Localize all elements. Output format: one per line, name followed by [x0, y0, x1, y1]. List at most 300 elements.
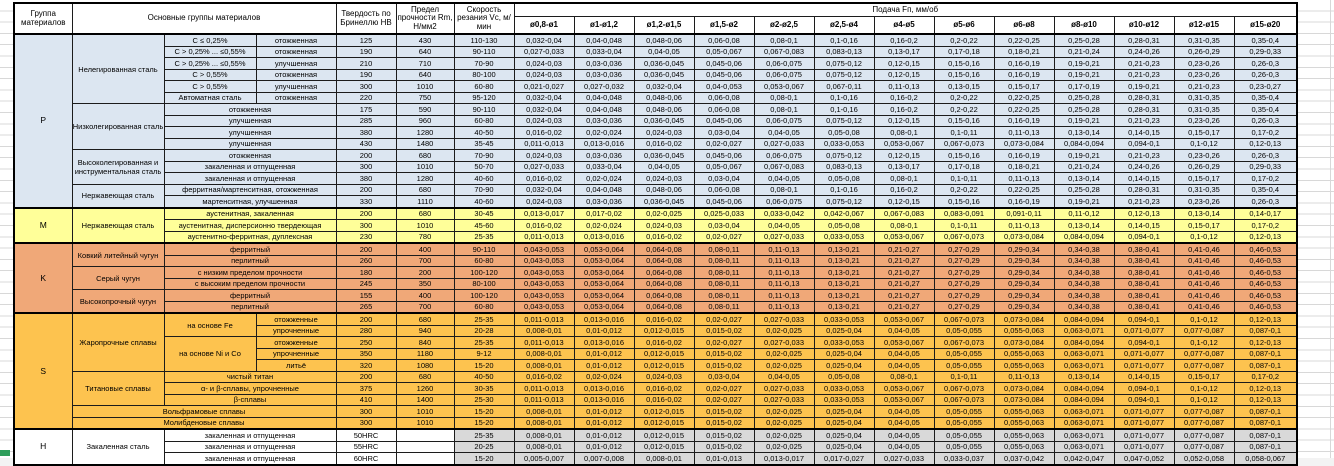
feed-value-cell[interactable]: 0,015-0,02	[694, 325, 754, 337]
feed-value-cell[interactable]: 0,016-0,02	[634, 138, 694, 150]
feed-value-cell[interactable]: 0,084-0,094	[1054, 231, 1114, 243]
feed-value-cell[interactable]: 0,31-0,35	[1174, 104, 1234, 116]
feed-value-cell[interactable]: 0,12-0,15	[874, 115, 934, 127]
feed-value-cell[interactable]: 0,016-0,02	[634, 231, 694, 243]
feed-value-cell[interactable]: 0,02-0,027	[694, 337, 754, 349]
feed-value-cell[interactable]: 0,16-0,2	[874, 104, 934, 116]
feed-value-cell[interactable]: 0,027-0,033	[514, 161, 574, 173]
feed-value-cell[interactable]: 0,17-0,2	[1234, 220, 1297, 232]
feed-value-cell[interactable]: 0,01-0,012	[574, 325, 634, 337]
feed-value-cell[interactable]: 0,063-0,071	[1054, 348, 1114, 360]
feed-value-cell[interactable]: 0,025-0,033	[694, 208, 754, 220]
feed-value-cell[interactable]: 0,067-0,073	[934, 383, 994, 395]
strength-rm-cell[interactable]: 680	[396, 371, 454, 383]
header-feed-range[interactable]: ø6-ø8	[994, 17, 1054, 35]
feed-value-cell[interactable]: 0,11-0,13	[754, 278, 814, 290]
feed-value-cell[interactable]: 0,033-0,053	[814, 313, 874, 325]
feed-value-cell[interactable]: 0,29-0,34	[994, 267, 1054, 279]
feed-value-cell[interactable]: 0,38-0,41	[1114, 301, 1174, 313]
feed-value-cell[interactable]: 0,38-0,41	[1114, 255, 1174, 267]
feed-value-cell[interactable]: 0,02-0,025	[754, 325, 814, 337]
material-subgroup-cell[interactable]: аустенитная, дисперсионно твердеющая	[164, 220, 336, 232]
feed-value-cell[interactable]: 0,21-0,24	[1054, 46, 1114, 58]
feed-value-cell[interactable]: 0,047-0,052	[1114, 453, 1174, 465]
feed-value-cell[interactable]: 0,29-0,34	[994, 278, 1054, 290]
feed-value-cell[interactable]: 0,21-0,27	[874, 301, 934, 313]
feed-value-cell[interactable]: 0,27-0,29	[934, 255, 994, 267]
feed-value-cell[interactable]: 0,05-0,08	[814, 220, 874, 232]
material-subgroup-cell[interactable]: β-сплавы	[164, 394, 336, 406]
feed-value-cell[interactable]: 0,073-0,084	[994, 231, 1054, 243]
feed-value-cell[interactable]: 0,21-0,27	[874, 243, 934, 255]
material-subgroup-cell[interactable]: улучшенная	[164, 138, 336, 150]
feed-value-cell[interactable]: 0,048-0,06	[634, 184, 694, 196]
cutting-speed-cell[interactable]: 40-60	[454, 196, 514, 208]
feed-value-cell[interactable]: 0,27-0,29	[934, 267, 994, 279]
hardness-hb-cell[interactable]: 200	[336, 243, 396, 255]
feed-value-cell[interactable]: 0,23-0,26	[1174, 58, 1234, 70]
material-condition-cell[interactable]: упрочненные	[256, 325, 336, 337]
feed-value-cell[interactable]: 0,052-0,058	[1174, 453, 1234, 465]
hardness-hb-cell[interactable]: 300	[336, 161, 396, 173]
cutting-speed-cell[interactable]: 35-45	[454, 138, 514, 150]
feed-value-cell[interactable]: 0,075-0,12	[814, 150, 874, 162]
feed-value-cell[interactable]: 0,067-0,073	[934, 231, 994, 243]
feed-value-cell[interactable]: 0,14-0,15	[1114, 127, 1174, 139]
strength-rm-cell[interactable]: 960	[396, 115, 454, 127]
feed-value-cell[interactable]: 0,13-0,14	[1054, 173, 1114, 185]
feed-value-cell[interactable]: 0,11-0,13	[754, 301, 814, 313]
feed-value-cell[interactable]: 0,055-0,063	[994, 325, 1054, 337]
feed-value-cell[interactable]: 0,06-0,075	[754, 69, 814, 81]
feed-value-cell[interactable]: 0,01-0,012	[574, 429, 634, 441]
feed-value-cell[interactable]: 0,013-0,016	[574, 231, 634, 243]
feed-value-cell[interactable]: 0,011-0,013	[514, 337, 574, 349]
feed-value-cell[interactable]: 0,06-0,075	[754, 196, 814, 208]
feed-value-cell[interactable]: 0,01-0,012	[574, 417, 634, 429]
feed-value-cell[interactable]: 0,01-0,012	[574, 348, 634, 360]
feed-value-cell[interactable]: 0,19-0,21	[1054, 150, 1114, 162]
feed-value-cell[interactable]: 0,02-0,024	[574, 127, 634, 139]
material-condition-cell[interactable]: отожженные	[256, 313, 336, 325]
feed-value-cell[interactable]: 0,1-0,12	[1174, 383, 1234, 395]
feed-value-cell[interactable]: 0,053-0,067	[874, 394, 934, 406]
feed-value-cell[interactable]: 0,29-0,33	[1234, 46, 1297, 58]
feed-value-cell[interactable]: 0,13-0,21	[814, 301, 874, 313]
feed-value-cell[interactable]: 0,053-0,064	[574, 301, 634, 313]
feed-value-cell[interactable]: 0,084-0,094	[1054, 394, 1114, 406]
strength-rm-cell[interactable]: 700	[396, 255, 454, 267]
header-feed-range[interactable]: ø15-ø20	[1234, 17, 1297, 35]
feed-value-cell[interactable]: 0,064-0,08	[634, 243, 694, 255]
feed-value-cell[interactable]: 0,033-0,053	[814, 337, 874, 349]
material-subgroup-cell[interactable]: улучшенная	[164, 127, 336, 139]
feed-value-cell[interactable]: 0,1-0,11	[934, 127, 994, 139]
feed-value-cell[interactable]: 0,26-0,29	[1174, 46, 1234, 58]
feed-value-cell[interactable]: 0,35-0,4	[1234, 184, 1297, 196]
header-feed-range[interactable]: ø4-ø5	[874, 17, 934, 35]
feed-value-cell[interactable]: 0,12-0,13	[1234, 394, 1297, 406]
cutting-speed-cell[interactable]: 25-35	[454, 337, 514, 349]
feed-value-cell[interactable]: 0,46-0,53	[1234, 267, 1297, 279]
feed-value-cell[interactable]: 0,011-0,013	[514, 313, 574, 325]
feed-value-cell[interactable]: 0,14-0,17	[1234, 208, 1297, 220]
header-feed-range[interactable]: ø12-ø15	[1174, 17, 1234, 35]
feed-value-cell[interactable]: 0,24-0,26	[1114, 46, 1174, 58]
feed-value-cell[interactable]: 0,05-0,055	[934, 429, 994, 441]
feed-value-cell[interactable]: 0,08-0,1	[874, 127, 934, 139]
feed-value-cell[interactable]: 0,032-0,04	[514, 34, 574, 46]
cutting-speed-cell[interactable]: 95-120	[454, 92, 514, 104]
feed-value-cell[interactable]: 0,1-0,11	[934, 371, 994, 383]
feed-value-cell[interactable]: 0,064-0,08	[634, 301, 694, 313]
header-feed[interactable]: Подача Fп, мм/об	[514, 3, 1297, 17]
feed-value-cell[interactable]: 0,46-0,53	[1234, 255, 1297, 267]
strength-rm-cell[interactable]: 780	[396, 231, 454, 243]
material-subgroup-cell[interactable]: чистый титан	[164, 371, 336, 383]
feed-value-cell[interactable]: 0,08-0,1	[754, 184, 814, 196]
feed-value-cell[interactable]: 0,013-0,016	[574, 313, 634, 325]
feed-value-cell[interactable]: 0,008-0,01	[514, 360, 574, 372]
feed-value-cell[interactable]: 0,19-0,21	[1114, 81, 1174, 93]
feed-value-cell[interactable]: 0,38-0,41	[1114, 278, 1174, 290]
feed-value-cell[interactable]: 0,05-0,055	[934, 348, 994, 360]
feed-value-cell[interactable]: 0,024-0,03	[634, 220, 694, 232]
feed-value-cell[interactable]: 0,077-0,087	[1174, 360, 1234, 372]
feed-value-cell[interactable]: 0,032-0,04	[514, 92, 574, 104]
feed-value-cell[interactable]: 0,027-0,033	[754, 383, 814, 395]
header-brinell-hardness[interactable]: Твердость по Бринеллю HB	[336, 3, 396, 34]
cutting-speed-cell[interactable]: 60-80	[454, 115, 514, 127]
feed-value-cell[interactable]: 0,29-0,34	[994, 243, 1054, 255]
feed-value-cell[interactable]: 0,053-0,064	[574, 267, 634, 279]
feed-value-cell[interactable]: 0,34-0,38	[1054, 301, 1114, 313]
feed-value-cell[interactable]: 0,077-0,087	[1174, 429, 1234, 441]
material-family-cell[interactable]: Титановые сплавы	[72, 371, 164, 406]
feed-value-cell[interactable]: 0,013-0,016	[574, 394, 634, 406]
material-family-cell[interactable]: Закаленная сталь	[72, 429, 164, 465]
cutting-speed-cell[interactable]: 30-45	[454, 208, 514, 220]
strength-rm-cell[interactable]: 400	[396, 290, 454, 302]
feed-value-cell[interactable]: 0,084-0,094	[1054, 383, 1114, 395]
feed-value-cell[interactable]: 0,34-0,38	[1054, 255, 1114, 267]
material-subgroup-cell[interactable]: с высоким пределом прочности	[164, 278, 336, 290]
feed-value-cell[interactable]: 0,04-0,05	[634, 161, 694, 173]
feed-value-cell[interactable]: 0,077-0,087	[1174, 325, 1234, 337]
feed-value-cell[interactable]: 0,03-0,04	[694, 173, 754, 185]
feed-value-cell[interactable]: 0,027-0,033	[874, 453, 934, 465]
feed-value-cell[interactable]: 0,35-0,4	[1234, 104, 1297, 116]
feed-value-cell[interactable]: 0,29-0,34	[994, 255, 1054, 267]
material-family-cell[interactable]: Вольфрамовые сплавы	[72, 406, 336, 418]
feed-value-cell[interactable]: 0,045-0,06	[694, 150, 754, 162]
feed-value-cell[interactable]: 0,037-0,042	[994, 453, 1054, 465]
hardness-hb-cell[interactable]: 60HRC	[336, 453, 396, 465]
material-subgroup-cell[interactable]: закаленная и отпущенная	[164, 161, 336, 173]
feed-value-cell[interactable]: 0,11-0,12	[1054, 208, 1114, 220]
group-letter-cell[interactable]: K	[14, 243, 72, 313]
feed-value-cell[interactable]: 0,04-0,05	[754, 220, 814, 232]
feed-value-cell[interactable]: 0,067-0,073	[934, 313, 994, 325]
material-family-cell[interactable]: Нержавеющая сталь	[72, 184, 164, 208]
feed-value-cell[interactable]: 0,008-0,01	[514, 406, 574, 418]
feed-value-cell[interactable]: 0,027-0,033	[754, 337, 814, 349]
feed-value-cell[interactable]: 0,094-0,1	[1114, 337, 1174, 349]
material-family-cell[interactable]: Нержавеющая сталь	[72, 208, 164, 244]
feed-value-cell[interactable]: 0,1-0,16	[814, 92, 874, 104]
feed-value-cell[interactable]: 0,46-0,53	[1234, 301, 1297, 313]
strength-rm-cell[interactable]: 1180	[396, 348, 454, 360]
feed-value-cell[interactable]: 0,06-0,075	[754, 150, 814, 162]
material-condition-cell[interactable]: отожженная	[256, 46, 336, 58]
material-subgroup-cell[interactable]: ферритная/мартенситная, отожженная	[164, 184, 336, 196]
feed-value-cell[interactable]: 0,12-0,13	[1234, 231, 1297, 243]
material-subgroup-cell[interactable]: перлитный	[164, 301, 336, 313]
feed-value-cell[interactable]: 0,013-0,017	[514, 208, 574, 220]
feed-value-cell[interactable]: 0,19-0,21	[1054, 115, 1114, 127]
cutting-speed-cell[interactable]: 25-35	[454, 429, 514, 441]
material-family-cell[interactable]: Молибденовые сплавы	[72, 417, 336, 429]
feed-value-cell[interactable]: 0,016-0,02	[514, 371, 574, 383]
feed-value-cell[interactable]: 0,38-0,41	[1114, 267, 1174, 279]
feed-value-cell[interactable]: 0,21-0,27	[874, 290, 934, 302]
feed-value-cell[interactable]: 0,21-0,27	[874, 267, 934, 279]
feed-value-cell[interactable]: 0,04-0,048	[574, 184, 634, 196]
hardness-hb-cell[interactable]: 180	[336, 267, 396, 279]
material-subgroup-cell[interactable]: ферритный	[164, 243, 336, 255]
feed-value-cell[interactable]: 0,027-0,033	[754, 138, 814, 150]
feed-value-cell[interactable]: 0,04-0,05	[874, 348, 934, 360]
group-letter-cell[interactable]: S	[14, 313, 72, 429]
feed-value-cell[interactable]: 0,011-0,013	[514, 383, 574, 395]
feed-value-cell[interactable]: 0,04-0,05	[874, 325, 934, 337]
hardness-hb-cell[interactable]: 300	[336, 406, 396, 418]
feed-value-cell[interactable]: 0,027-0,033	[514, 46, 574, 58]
material-family-cell[interactable]: Жаропрочные сплавы	[72, 313, 164, 371]
feed-value-cell[interactable]: 0,13-0,21	[814, 290, 874, 302]
feed-value-cell[interactable]: 0,027-0,033	[754, 394, 814, 406]
feed-value-cell[interactable]: 0,03-0,036	[574, 196, 634, 208]
strength-rm-cell[interactable]: 1010	[396, 406, 454, 418]
feed-value-cell[interactable]: 0,075-0,12	[814, 69, 874, 81]
hardness-hb-cell[interactable]: 330	[336, 196, 396, 208]
feed-value-cell[interactable]: 0,015-0,02	[694, 406, 754, 418]
feed-value-cell[interactable]: 0,012-0,015	[634, 429, 694, 441]
feed-value-cell[interactable]: 0,087-0,1	[1234, 417, 1297, 429]
strength-rm-cell[interactable]: 1110	[396, 196, 454, 208]
cutting-speed-cell[interactable]: 15-20	[454, 406, 514, 418]
cutting-speed-cell[interactable]: 70-90	[454, 58, 514, 70]
feed-value-cell[interactable]: 0,063-0,071	[1054, 325, 1114, 337]
feed-value-cell[interactable]: 0,15-0,17	[1174, 220, 1234, 232]
feed-value-cell[interactable]: 0,033-0,053	[814, 394, 874, 406]
feed-value-cell[interactable]: 0,12-0,13	[1234, 138, 1297, 150]
feed-value-cell[interactable]: 0,08-0,11	[694, 267, 754, 279]
feed-value-cell[interactable]: 0,13-0,17	[874, 161, 934, 173]
feed-value-cell[interactable]: 0,05-0,08	[814, 173, 874, 185]
feed-value-cell[interactable]: 0,16-0,2	[874, 34, 934, 46]
feed-value-cell[interactable]: 0,15-0,16	[934, 115, 994, 127]
feed-value-cell[interactable]: 0,067-0,073	[934, 337, 994, 349]
feed-value-cell[interactable]: 0,015-0,02	[694, 417, 754, 429]
feed-value-cell[interactable]: 0,17-0,2	[1234, 371, 1297, 383]
feed-value-cell[interactable]: 0,012-0,015	[634, 417, 694, 429]
feed-value-cell[interactable]: 0,064-0,08	[634, 267, 694, 279]
feed-value-cell[interactable]: 0,16-0,19	[994, 115, 1054, 127]
strength-rm-cell[interactable]: 350	[396, 278, 454, 290]
material-subgroup-cell[interactable]: C > 0,55%	[164, 69, 256, 81]
feed-value-cell[interactable]: 0,21-0,24	[1054, 161, 1114, 173]
feed-value-cell[interactable]: 0,04-0,05	[874, 406, 934, 418]
material-condition-cell[interactable]: литьё	[256, 360, 336, 372]
feed-value-cell[interactable]: 0,1-0,16	[814, 104, 874, 116]
feed-value-cell[interactable]: 0,35-0,4	[1234, 34, 1297, 46]
cutting-speed-cell[interactable]: 70-90	[454, 150, 514, 162]
hardness-hb-cell[interactable]: 210	[336, 58, 396, 70]
feed-value-cell[interactable]: 0,02-0,025	[754, 429, 814, 441]
header-feed-range[interactable]: ø10-ø12	[1114, 17, 1174, 35]
material-subgroup-cell[interactable]: α- и β-сплавы, упрочненные	[164, 383, 336, 395]
feed-value-cell[interactable]: 0,02-0,027	[694, 383, 754, 395]
feed-value-cell[interactable]: 0,12-0,15	[874, 69, 934, 81]
strength-rm-cell[interactable]: 1010	[396, 161, 454, 173]
feed-value-cell[interactable]: 0,19-0,21	[1054, 58, 1114, 70]
strength-rm-cell[interactable]: 700	[396, 301, 454, 313]
strength-rm-cell[interactable]: 680	[396, 184, 454, 196]
strength-rm-cell[interactable]: 680	[396, 313, 454, 325]
feed-value-cell[interactable]: 0,077-0,087	[1174, 406, 1234, 418]
feed-value-cell[interactable]: 0,17-0,18	[934, 161, 994, 173]
strength-rm-cell[interactable]: 710	[396, 58, 454, 70]
feed-value-cell[interactable]: 0,27-0,29	[934, 301, 994, 313]
feed-value-cell[interactable]: 0,35-0,4	[1234, 92, 1297, 104]
material-subgroup-cell[interactable]: C > 0,25% ... ≤0,55%	[164, 46, 256, 58]
feed-value-cell[interactable]: 0,008-0,01	[514, 325, 574, 337]
feed-value-cell[interactable]: 0,053-0,067	[874, 231, 934, 243]
hardness-hb-cell[interactable]: 175	[336, 104, 396, 116]
hardness-hb-cell[interactable]: 200	[336, 184, 396, 196]
feed-value-cell[interactable]: 0,2-0,22	[934, 184, 994, 196]
cutting-speed-cell[interactable]: 100-120	[454, 267, 514, 279]
feed-value-cell[interactable]: 0,22-0,25	[994, 34, 1054, 46]
feed-value-cell[interactable]: 0,15-0,17	[1174, 127, 1234, 139]
hardness-hb-cell[interactable]: 200	[336, 313, 396, 325]
feed-value-cell[interactable]: 0,05-0,08	[814, 127, 874, 139]
feed-value-cell[interactable]: 0,053-0,064	[574, 255, 634, 267]
feed-value-cell[interactable]: 0,087-0,1	[1234, 429, 1297, 441]
feed-value-cell[interactable]: 0,033-0,04	[574, 161, 634, 173]
feed-value-cell[interactable]: 0,08-0,1	[754, 92, 814, 104]
feed-value-cell[interactable]: 0,016-0,02	[514, 173, 574, 185]
strength-rm-cell[interactable]: 590	[396, 104, 454, 116]
feed-value-cell[interactable]: 0,03-0,036	[574, 115, 634, 127]
feed-value-cell[interactable]: 0,055-0,063	[994, 417, 1054, 429]
feed-value-cell[interactable]: 0,073-0,084	[994, 383, 1054, 395]
feed-value-cell[interactable]: 0,063-0,071	[1054, 441, 1114, 453]
strength-rm-cell[interactable]: 1080	[396, 360, 454, 372]
feed-value-cell[interactable]: 0,058-0,067	[1234, 453, 1297, 465]
cutting-speed-cell[interactable]: 45-60	[454, 220, 514, 232]
feed-value-cell[interactable]: 0,23-0,26	[1174, 69, 1234, 81]
feed-value-cell[interactable]: 0,053-0,067	[754, 81, 814, 93]
feed-value-cell[interactable]: 0,05-0,067	[694, 161, 754, 173]
feed-value-cell[interactable]: 0,04-0,048	[574, 92, 634, 104]
feed-value-cell[interactable]: 0,067-0,073	[934, 138, 994, 150]
strength-rm-cell[interactable]: 750	[396, 92, 454, 104]
feed-value-cell[interactable]: 0,21-0,23	[1114, 196, 1174, 208]
feed-value-cell[interactable]: 0,05-0,08	[814, 371, 874, 383]
feed-value-cell[interactable]: 0,005-0,007	[514, 453, 574, 465]
feed-value-cell[interactable]: 0,084-0,094	[1054, 138, 1114, 150]
feed-value-cell[interactable]: 0,23-0,26	[1174, 115, 1234, 127]
feed-value-cell[interactable]: 0,01-0,012	[574, 360, 634, 372]
feed-value-cell[interactable]: 0,15-0,17	[1174, 173, 1234, 185]
feed-value-cell[interactable]: 0,067-0,083	[874, 208, 934, 220]
material-family-cell[interactable]: Ковкий литейный чугун	[72, 243, 164, 267]
feed-value-cell[interactable]: 0,12-0,15	[874, 58, 934, 70]
feed-value-cell[interactable]: 0,03-0,036	[574, 69, 634, 81]
feed-value-cell[interactable]: 0,033-0,053	[814, 383, 874, 395]
feed-value-cell[interactable]: 0,38-0,41	[1114, 243, 1174, 255]
material-subgroup-cell[interactable]: закаленная и отпущенная	[164, 453, 336, 465]
material-subgroup-cell[interactable]: на основе Ni и Co	[164, 337, 256, 372]
cutting-speed-cell[interactable]: 80-100	[454, 278, 514, 290]
feed-value-cell[interactable]: 0,11-0,13	[994, 127, 1054, 139]
strength-rm-cell[interactable]: 1010	[396, 417, 454, 429]
feed-value-cell[interactable]: 0,033-0,053	[814, 138, 874, 150]
material-subgroup-cell[interactable]: мартенситная, улучшенная	[164, 196, 336, 208]
feed-value-cell[interactable]: 0,025-0,04	[814, 429, 874, 441]
cutting-speed-cell[interactable]: 90-110	[454, 104, 514, 116]
cutting-speed-cell[interactable]: 90-110	[454, 46, 514, 58]
feed-value-cell[interactable]: 0,03-0,036	[574, 150, 634, 162]
feed-value-cell[interactable]: 0,063-0,071	[1054, 406, 1114, 418]
feed-value-cell[interactable]: 0,055-0,063	[994, 348, 1054, 360]
strength-rm-cell[interactable]: 1280	[396, 127, 454, 139]
feed-value-cell[interactable]: 0,064-0,08	[634, 278, 694, 290]
feed-value-cell[interactable]: 0,11-0,13	[994, 220, 1054, 232]
feed-value-cell[interactable]: 0,03-0,04	[694, 371, 754, 383]
feed-value-cell[interactable]: 0,016-0,02	[514, 220, 574, 232]
feed-value-cell[interactable]: 0,055-0,063	[994, 429, 1054, 441]
feed-value-cell[interactable]: 0,024-0,03	[634, 371, 694, 383]
cutting-speed-cell[interactable]: 20-28	[454, 325, 514, 337]
strength-rm-cell[interactable]: 1280	[396, 173, 454, 185]
feed-value-cell[interactable]: 0,21-0,27	[874, 255, 934, 267]
feed-value-cell[interactable]: 0,16-0,2	[874, 92, 934, 104]
feed-value-cell[interactable]: 0,16-0,19	[994, 69, 1054, 81]
hardness-hb-cell[interactable]: 350	[336, 348, 396, 360]
feed-value-cell[interactable]: 0,043-0,053	[514, 278, 574, 290]
feed-value-cell[interactable]: 0,04-0,048	[574, 34, 634, 46]
cutting-speed-cell[interactable]: 30-35	[454, 383, 514, 395]
feed-value-cell[interactable]: 0,41-0,46	[1174, 278, 1234, 290]
feed-value-cell[interactable]: 0,17-0,18	[934, 46, 994, 58]
feed-value-cell[interactable]: 0,025-0,04	[814, 348, 874, 360]
feed-value-cell[interactable]: 0,087-0,1	[1234, 325, 1297, 337]
feed-value-cell[interactable]: 0,043-0,053	[514, 243, 574, 255]
feed-value-cell[interactable]: 0,02-0,027	[694, 138, 754, 150]
feed-value-cell[interactable]: 0,094-0,1	[1114, 313, 1174, 325]
feed-value-cell[interactable]: 0,053-0,067	[874, 337, 934, 349]
feed-value-cell[interactable]: 0,13-0,14	[1054, 371, 1114, 383]
feed-value-cell[interactable]: 0,41-0,46	[1174, 267, 1234, 279]
cutting-speed-cell[interactable]: 15-20	[454, 360, 514, 372]
feed-value-cell[interactable]: 0,41-0,46	[1174, 243, 1234, 255]
feed-value-cell[interactable]: 0,26-0,3	[1234, 69, 1297, 81]
cutting-speed-cell[interactable]: 100-120	[454, 290, 514, 302]
header-feed-range[interactable]: ø8-ø10	[1054, 17, 1114, 35]
